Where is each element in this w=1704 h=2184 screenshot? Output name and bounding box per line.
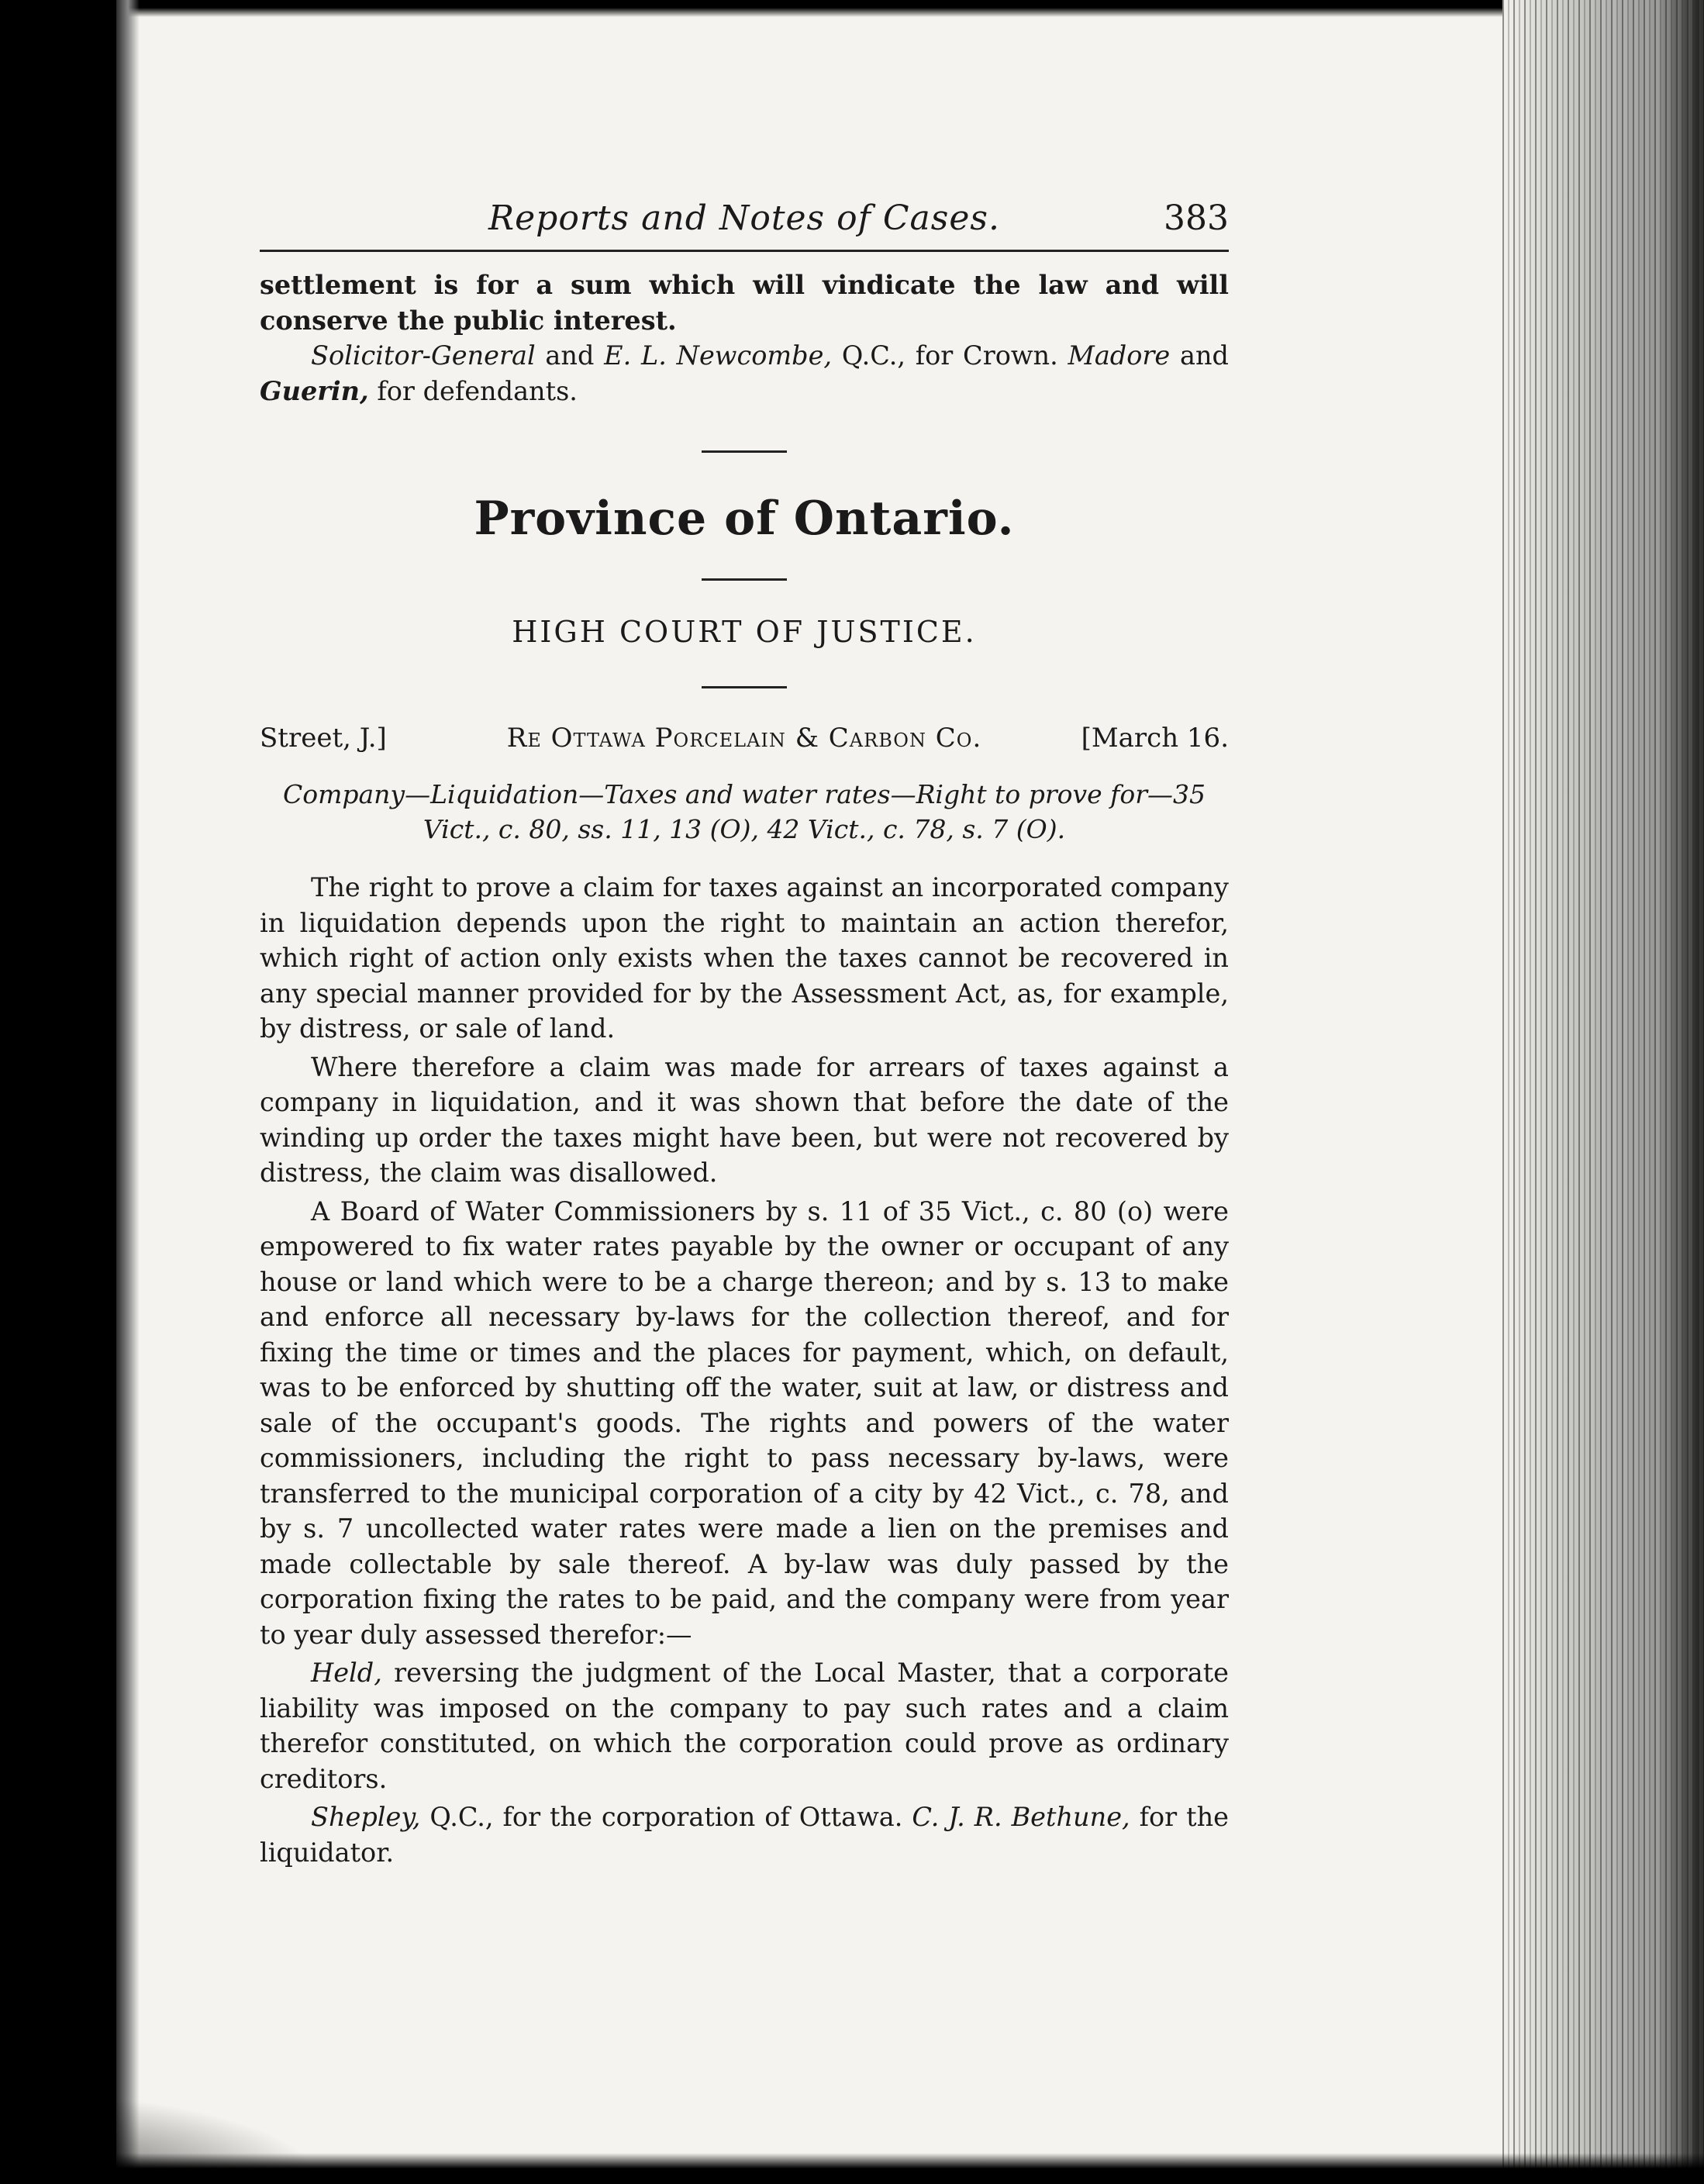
section-heading: Province of Ontario. xyxy=(474,492,1015,546)
headnote-paragraph: Where therefore a claim was made for arrears of taxes against a company in liquidation, and it was shown that before the date of the winding up order the taxes might have been, but were not recovered by distress, the claim was disallowed. xyxy=(260,1051,1229,1188)
case-name: Re Ottawa Porcelain & Carbon Co. xyxy=(506,723,982,754)
counsel-name: Shepley, xyxy=(311,1802,421,1832)
catchwords-line: Vict., c. 80, ss. 11, 13 (O), 42 Vict., c. 78, s. 7 (O). xyxy=(423,814,1066,844)
running-title: Reports and Notes of Cases. xyxy=(488,198,1000,238)
catchwords-line: Company—Liquidation—Taxes and water rates—Right to prove for—35 xyxy=(282,779,1206,809)
counsel-name: Madore xyxy=(1068,340,1171,371)
scan-corner-shadow xyxy=(0,2091,326,2184)
counsel-text: Q.C., for Crown. xyxy=(832,340,1068,371)
header-rule xyxy=(260,250,1229,252)
case-header xyxy=(260,723,1229,761)
holding-text: reversing the judgment of the Local Master, that a corporate liability was imposed on the company to pay such rates and a claim therefor constituted, on which the corporation could prove as ordinary creditors. xyxy=(260,1658,1229,1794)
counsel-text: for the liquidator. xyxy=(260,1802,1229,1868)
page-number: 383 xyxy=(1164,198,1229,238)
holding-paragraph xyxy=(260,1655,1229,1796)
headnote-paragraph: The right to prove a claim for taxes against an incorporated company in liquidation depends upon the right to maintain an action therefor, which right of action only exists when the taxes cannot be recovered in any special manner provided for by the Assessment Act, as, for example, by distress, or sale of land. xyxy=(260,872,1229,1044)
scan-edge-left xyxy=(0,0,140,2184)
scan-edge-right xyxy=(1502,0,1704,2184)
case-date: [March 16. xyxy=(1081,723,1229,754)
case-judge: Street, J.] xyxy=(260,723,387,754)
counsel-name: Solicitor-General xyxy=(311,340,536,371)
held-word: Held, xyxy=(311,1658,382,1688)
headnote-paragraph: A Board of Water Commissioners by s. 11 of 35 Vict., c. 80 (o) were empowered to fix water rates payable by the owner or occupant of any house or land which were to be a charge thereon; and by s. 13 to make and enforce all necessary by-laws for the collection thereof, and for fixing the time or times and the places for payment, which, on default, was to be enforced by shutting off the water, suit at law, or distress and sale of the occupant's goods. The rights and powers of the water commissioners, including the right to pass necessary by-laws, were transferred to the municipal corporation of a city by 42 Vict., c. 78, and by s. 7 uncollected water rates were made a lien on the premises and made collectable by sale thereof. A by-law was duly passed by the corporation fixing the rates to be paid, and the company were from year to year duly assessed therefor:— xyxy=(260,1196,1229,1650)
counsel-text: Q.C., for the corporation of Ottawa. xyxy=(420,1802,912,1832)
counsel-text: and xyxy=(535,340,605,371)
counsel-text: and xyxy=(1170,340,1229,371)
counsel-text: for defendants. xyxy=(368,375,578,406)
counsel-name: E. L. Newcombe, xyxy=(604,340,833,371)
intro-paragraph: settlement is for a sum which will vindicate the law and will conserve the public interest. xyxy=(260,270,1229,336)
page-content xyxy=(260,192,1229,1870)
counsel-name: C. J. R. Bethune, xyxy=(912,1802,1130,1832)
catchwords xyxy=(260,777,1229,847)
case-counsel xyxy=(260,1799,1229,1870)
court-heading: HIGH COURT OF JUSTICE. xyxy=(512,615,977,649)
running-head xyxy=(260,192,1229,248)
intro-counsel xyxy=(260,338,1229,409)
counsel-name: Guerin, xyxy=(260,375,369,406)
scan-edge-top xyxy=(0,0,1704,17)
